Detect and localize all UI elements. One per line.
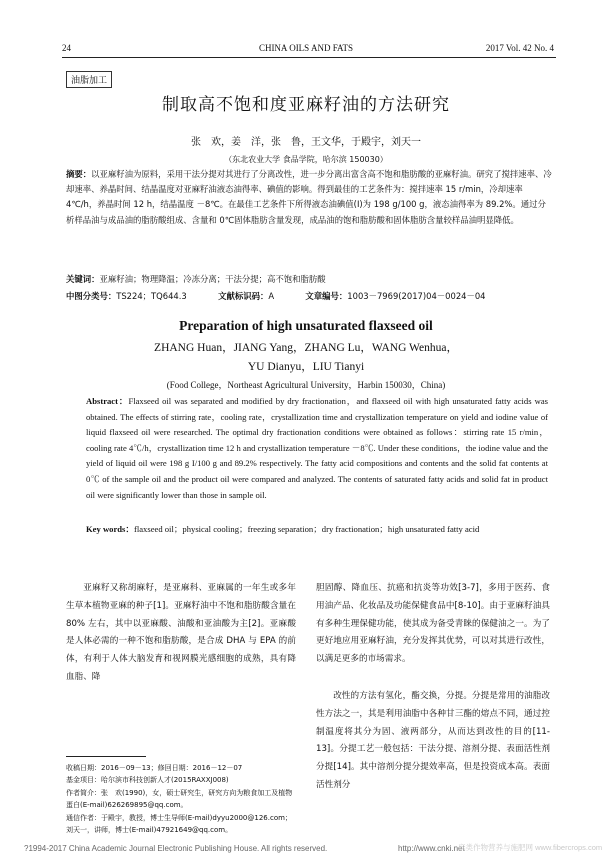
abstract-cn-text: 以亚麻籽油为原料，采用干法分提对其进行了分离改性，进一步分离出富含高不饱和脂肪酸的亚麻籽油。研究了搅拌速率、冷却速率、养晶时间、结晶温度对亚麻籽油液态油得率、碘值的影响。得到最佳的工艺条件为：搅拌速率 15 r/min，冷却速率 4℃/h，养晶时间 12 h，结晶温度 －8℃。在最佳工艺条件下所得液态油碘值(I)为 198 g/100 g，液态油得率为 89.2%。通过分析样品油与成品油的脂肪酸组成、含量和 0℃固体脂肪含量发现，成品油的饱和脂肪酸和固体脂肪含量较样品油明显降低。 — [66, 169, 552, 225]
abstract-en-label: Abstract： — [86, 396, 129, 406]
volume-issue: 2017 Vol. 42 No. 4 — [485, 43, 554, 53]
authors-cn: 张 欢，姜 洋，张 鲁，王文华，于殿宇，刘天一 — [191, 137, 421, 148]
title-cn: 制取高不饱和度亚麻籽油的方法研究 — [162, 95, 450, 115]
article-number-value: 1003－7969(2017)04－0024－04 — [347, 291, 486, 301]
body-right-paragraph-2: 改性的方法有氢化，酯交换，分提。分提是常用的油脂改性方法之一，其是利用油脂中各种甘三酯的熔点不同，通过控制温度将其分为固、液两部分，从而达到改性的目的[11-13]。分提工艺一般包括：干法分提、溶剂分提、表面活性剂分提[14]。其中溶剂分提分提效率高，但是投资成本高。表面活性剂分 — [316, 691, 550, 790]
footnote-rule — [66, 756, 146, 757]
clc-value: TS224；TQ644.3 — [116, 291, 187, 301]
section-tag: 油脂加工 — [66, 71, 112, 88]
footnote-received: 收稿日期：2016－09－13；修回日期：2016－12－07 — [66, 764, 243, 772]
cnki-link[interactable]: http://www.cnki.net — [398, 844, 465, 853]
abstract-en — [86, 394, 548, 503]
authors-en-line2: YU Dianyu，LIU Tianyi — [247, 361, 365, 373]
footnote-author: 作者简介：张 欢(1990)，女，硕士研究生，研究方向为粮食加工及植物蛋白(E-mail)626269895@qq.com。 — [66, 788, 293, 810]
keywords-en-text: flaxseed oil；physical cooling；freezing separation；dry fractionation；high unsaturated fatty acid — [133, 524, 480, 534]
classification-line — [66, 289, 554, 304]
copyright-line: ?1994-2017 China Academic Journal Electronic Publishing House. All rights reserved. — [24, 844, 328, 853]
watermark: 麻类作物营养与施肥网 www.fibercrops.com — [458, 843, 603, 852]
keywords-en — [86, 522, 548, 538]
footnotes — [66, 762, 298, 836]
clc-label: 中图分类号： — [66, 291, 117, 301]
body-left-paragraph: 亚麻籽又称胡麻籽，是亚麻科、亚麻属的一年生或多年生草本植物亚麻的种子[1]。亚麻籽油中不饱和脂肪酸含量在 80% 左右，其中以亚麻酸、油酸和亚油酸为主[2]。亚麻酸是人体必需的一种不饱和脂肪酸，是合成 DHA 与 EPA 的前体，有利于人体大脑发育和视网膜光感细胞的成熟，具有降血脂、降 — [66, 583, 296, 682]
article-number-label: 文章编号： — [305, 291, 348, 301]
keywords-cn — [66, 272, 554, 287]
title-en: Preparation of high unsaturated flaxseed oil — [179, 318, 433, 333]
body-right-paragraph-1: 胆固醇、降血压、抗癌和抗炎等功效[3-7]，多用于医药、食用油产品、化妆品及功能保健食品中[8-10]。由于亚麻籽油具有多种生理保健功能，使其成为备受青睐的保健油之一。为了更好地应用亚麻籽油，充分发挥其优势，可以对其进行改性，以满足更多的市场需求。 — [316, 583, 550, 665]
journal-name: CHINA OILS AND FATS — [258, 43, 354, 53]
header-rule — [62, 57, 556, 58]
keywords-cn-label: 关键词： — [66, 274, 100, 284]
keywords-en-label: Key words： — [86, 524, 134, 534]
affiliation-cn: （东北农业大学 食品学院，哈尔滨 150030） — [224, 155, 388, 164]
doc-code-label: 文献标识码： — [218, 291, 269, 301]
keywords-cn-text: 亚麻籽油；物理降温；冷冻分离；干法分提；高不饱和脂肪酸 — [99, 274, 326, 284]
abstract-cn-label: 摘要： — [66, 169, 92, 179]
footnote-fund: 基金项目：哈尔滨市科技创新人才(2015RAXXJ008) — [66, 776, 229, 785]
authors-en-line1: ZHANG Huan，JIANG Yang，ZHANG Lu，WANG Wenhua， — [154, 342, 458, 354]
page-number: 24 — [62, 43, 71, 53]
abstract-cn — [66, 167, 554, 228]
abstract-en-text: Flaxseed oil was separated and modified by dry fractionation，and flaxseed oil with high unsaturated fatty acids was obtained. The effects of stirring rate，cooling rate，crystallization time and crystallization temperature on yield and iodine value of liquid flaxseed oil were researched. The optimal dry fractionation conditions were obtained as follows：stirring rate 15 r/min，cooling rate 4℃/h，crystallization time 12 h and crystallization temperature －8℃. Under these conditions，the iodine value and the yield of liquid oil were 198 g I/100 g and 89.2% respectively. The fatty acid compositions and contents and the solid fat contents at 0℃ of the sample oil and the product oil were compared and analyzed. The contents of saturated fatty acids and solid fat in product oil were significantly lower than those in sample oil. — [86, 396, 548, 500]
affiliation-en: (Food College，Northeast Agricultural University，Harbin 150030，China) — [166, 380, 446, 390]
footnote-corresponding: 通信作者：于殿宇，教授，博士生导师(E-mail)dyyu2000@126.com；刘天一，讲师，博士(E-mail)47921649@qq.com。 — [66, 813, 292, 835]
doc-code-value: A — [268, 291, 275, 301]
